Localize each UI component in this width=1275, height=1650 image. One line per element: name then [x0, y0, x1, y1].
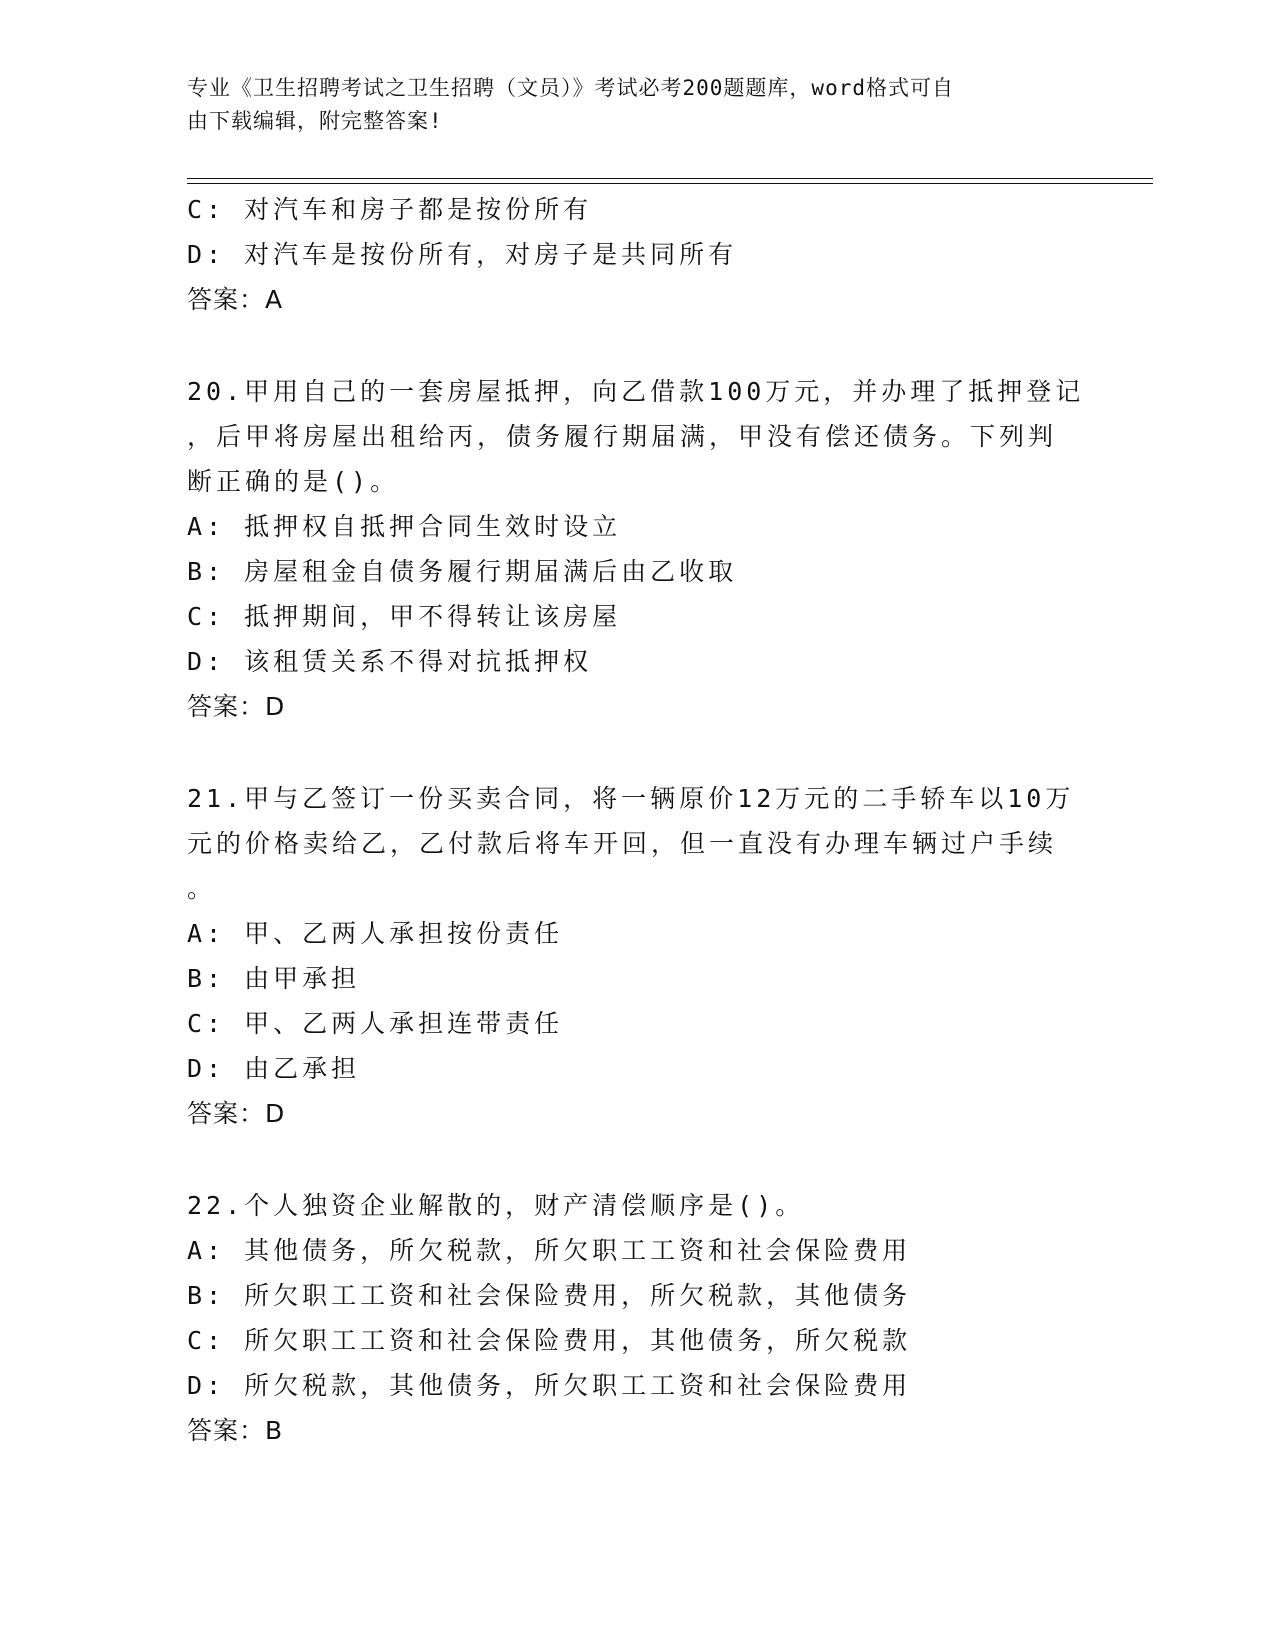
question-stem-line: 20.甲用自己的一套房屋抵押，向乙借款100万元，并办理了抵押登记	[187, 377, 1085, 406]
document-header	[187, 72, 1067, 138]
option-a: A: 其他债务，所欠税款，所欠职工工资和社会保险费用	[187, 1236, 912, 1265]
question-stem-line: 。	[187, 874, 217, 903]
question-stem-line: 元的价格卖给乙，乙付款后将车开回，但一直没有办理车辆过户手续	[187, 829, 1058, 858]
option-b: B: 房屋租金自债务履行期届满后由乙收取	[187, 557, 738, 586]
spacer	[187, 1136, 1087, 1183]
header-line-2: 由下载编辑，附完整答案!	[187, 109, 443, 133]
option-d: D: 对汽车是按份所有，对房子是共同所有	[187, 240, 738, 269]
answer-line: 答案：D	[187, 692, 286, 721]
option-d: D: 由乙承担	[187, 1054, 361, 1083]
header-divider-bottom	[187, 183, 1153, 184]
question-22	[187, 1183, 1087, 1453]
option-d: D: 所欠税款，其他债务，所欠职工工资和社会保险费用	[187, 1371, 912, 1400]
answer-line: 答案：D	[187, 1099, 286, 1128]
option-a: A: 抵押权自抵押合同生效时设立	[187, 512, 622, 541]
option-c: C: 抵押期间，甲不得转让该房屋	[187, 602, 622, 631]
answer-line: 答案：A	[187, 285, 284, 314]
answer-line: 答案：B	[187, 1416, 284, 1445]
option-c: C: 所欠职工工资和社会保险费用，其他债务，所欠税款	[187, 1326, 912, 1355]
question-stem-line: ，后甲将房屋出租给丙，债务履行期届满，甲没有偿还债务。下列判	[187, 422, 1058, 451]
option-b: B: 所欠职工工资和社会保险费用，所欠税款，其他债务	[187, 1281, 912, 1310]
question-stem-line: 22.个人独资企业解散的，财产清偿顺序是()。	[187, 1191, 805, 1220]
question-stem-line: 断正确的是()。	[187, 467, 400, 496]
spacer	[187, 729, 1087, 776]
spacer	[187, 322, 1087, 369]
header-line-1: 专业《卫生招聘考试之卫生招聘（文员）》考试必考200题题库，word格式可自	[187, 76, 954, 100]
option-a: A: 甲、乙两人承担按份责任	[187, 919, 564, 948]
option-b: B: 由甲承担	[187, 964, 361, 993]
question-stem-line: 21.甲与乙签订一份买卖合同，将一辆原价12万元的二手轿车以10万	[187, 784, 1075, 813]
question-21	[187, 776, 1087, 1136]
question-20	[187, 369, 1087, 729]
question-content	[187, 187, 1087, 1453]
previous-question-tail	[187, 187, 1087, 322]
header-divider-top	[187, 178, 1153, 179]
option-c: C: 甲、乙两人承担连带责任	[187, 1009, 564, 1038]
option-c: C: 对汽车和房子都是按份所有	[187, 195, 593, 224]
option-d: D: 该租赁关系不得对抗抵押权	[187, 647, 593, 676]
